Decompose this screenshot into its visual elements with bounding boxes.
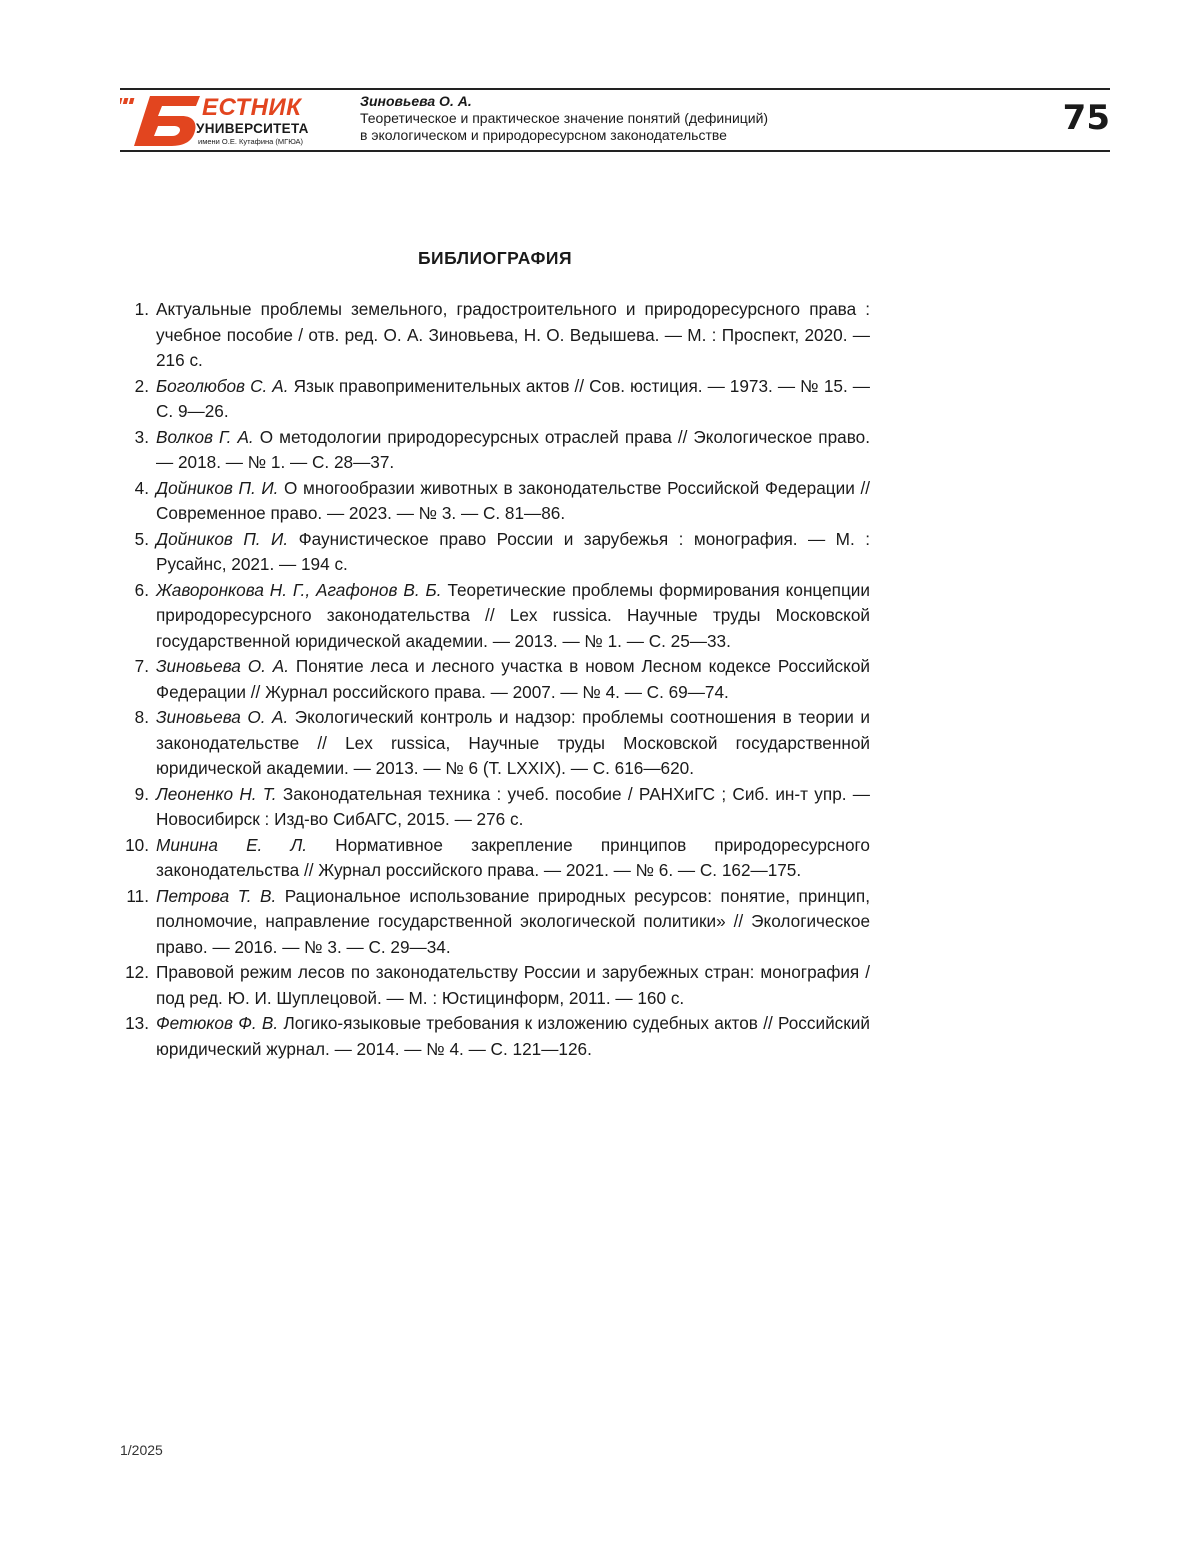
bibliography-item-body [156,960,870,1011]
bibliography-item-body [156,705,870,782]
bibliography-item-text: Понятие леса и лесного участка в новом Лесном кодексе Российской Федерации // Журнал российского права. — 2007. — № 4. — С. 69—74. [156,656,870,702]
bibliography-item [120,705,870,782]
bibliography-item-author: Петрова Т. В. [156,886,276,906]
logo-subtitle: УНИВЕРСИТЕТА [196,121,309,136]
bibliography-item-author: Боголюбов С. А. [156,376,289,396]
bibliography-item-body [156,1011,870,1062]
bibliography-item [120,654,870,705]
bibliography-item-body [156,476,870,527]
bibliography-item-text: О методологии природоресурсных отраслей права // Экологическое право. — 2018. — № 1. — С. 28—37. [156,427,870,473]
bibliography-item-body [156,782,870,833]
bibliography-item-author: Дойников П. И. [156,478,278,498]
bibliography-item-author: Жаворонкова Н. Г., Агафонов В. Б. [156,580,442,600]
header-title-line-1: Теоретическое и практическое значение понятий (дефиниций) [360,110,1000,127]
header-bottom-rule [120,150,1110,152]
bibliography-item-number: 5. [120,527,156,578]
bibliography-item [120,297,870,374]
bibliography-item [120,833,870,884]
bibliography-item-number: 1. [120,297,156,374]
logo-word: ЕСТНИК [202,94,301,122]
bibliography-item-body [156,374,870,425]
bibliography-item-body [156,527,870,578]
bibliography-item-text: Нормативное закрепление принципов природоресурсного законодательства // Журнал российского права. — 2021. — № 6. — С. 162—175. [156,835,870,881]
bibliography-item-body [156,654,870,705]
journal-logo [120,92,320,148]
bibliography-item-number: 4. [120,476,156,527]
bibliography-item [120,476,870,527]
bibliography-item-author: Дойников П. И. [156,529,288,549]
bibliography-item-author: Фетюков Ф. В. [156,1013,278,1033]
bibliography-item-number: 6. [120,578,156,655]
bibliography-item-number: 9. [120,782,156,833]
bibliography-item [120,374,870,425]
bibliography-item-author: Зиновьева О. А. [156,656,289,676]
bibliography-heading: БИБЛИОГРАФИЯ [0,248,990,269]
bibliography-item [120,425,870,476]
bibliography-item-body [156,297,870,374]
bibliography-item-text: Правовой режим лесов по законодательству России и зарубежных стран: монография / под ред. Ю. И. Шуплецовой. — М. : Юстицинформ, 2011. — 160 с. [156,962,870,1008]
bibliography-item-text: Экологический контроль и надзор: проблемы соотношения в теории и законодательстве // Lex russica, Научные труды Московской государственной юридической академии. — 2013. — № 6 (Т. LXXIX). — С. 616—620. [156,707,870,778]
bibliography-item-number: 2. [120,374,156,425]
bibliography-item-text: Фаунистическое право России и зарубежья : монография. — М. : Русайнс, 2021. — 194 с. [156,529,870,575]
bibliography-item-body [156,833,870,884]
page-header [120,88,1110,152]
bibliography-item-text: Законодательная техника : учеб. пособие / РАНХиГС ; Сиб. ин-т упр. — Новосибирск : Изд-во СибАГС, 2015. — 276 с. [156,784,870,830]
bibliography-item-author: Волков Г. А. [156,427,254,447]
bibliography-item-number: 11. [120,884,156,961]
bibliography-item [120,578,870,655]
bibliography-item-number: 13. [120,1011,156,1062]
bibliography-item-number: 12. [120,960,156,1011]
bibliography-item-text: Язык правоприменительных актов // Сов. юстиция. — 1973. — № 15. — С. 9—26. [156,376,870,422]
header-author: Зиновьева О. А. [360,93,1000,110]
bibliography-item-number: 7. [120,654,156,705]
bibliography-item [120,527,870,578]
header-title-line-2: в экологическом и природоресурсном законодательстве [360,127,1000,144]
bibliography-item-body [156,578,870,655]
bibliography-item-body [156,884,870,961]
logo-subtitle-small: имени О.Е. Кутафина (МГЮА) [198,137,303,146]
bibliography-item-author: Зиновьева О. А. [156,707,288,727]
bibliography-item [120,960,870,1011]
bibliography-item-text: Рациональное использование природных ресурсов: понятие, принцип, полномочие, направление государственной экологической политики» // Экологическое право. — 2016. — № 3. — С. 29—34. [156,886,870,957]
bibliography-item-text: Логико-языковые требования к изложению судебных актов // Российский юридический журнал. — 2014. — № 4. — С. 121—126. [156,1013,870,1059]
bibliography-item-text: Актуальные проблемы земельного, градостроительного и природоресурсного права : учебное пособие / отв. ред. О. А. Зиновьева, Н. О. Ведышева. — М. : Проспект, 2020. — 216 с. [156,299,870,370]
bibliography-item-text: Теоретические проблемы формирования концепции природоресурсного законодательства // Lex russica. Научные труды Московской государственной юридической академии. — 2013. — № 1. — С. 25—33. [156,580,870,651]
bibliography-item [120,884,870,961]
bibliography-item [120,782,870,833]
bibliography-item-author: Леоненко Н. Т. [156,784,277,804]
header-text [360,93,1000,144]
header-top-rule [120,88,1110,90]
bibliography-item-body [156,425,870,476]
bibliography-item-text: О многообразии животных в законодательстве Российской Федерации // Современное право. — 2023. — № 3. — С. 81—86. [156,478,870,524]
page-number: 75 [1063,98,1110,138]
bibliography-item [120,1011,870,1062]
issue-number: 1/2025 [120,1442,163,1458]
bibliography-item-number: 8. [120,705,156,782]
bibliography-item-author: Минина Е. Л. [156,835,307,855]
bibliography-item-number: 10. [120,833,156,884]
bibliography-list [120,297,870,1062]
bibliography-item-number: 3. [120,425,156,476]
logo-letter-v-icon [120,92,204,148]
